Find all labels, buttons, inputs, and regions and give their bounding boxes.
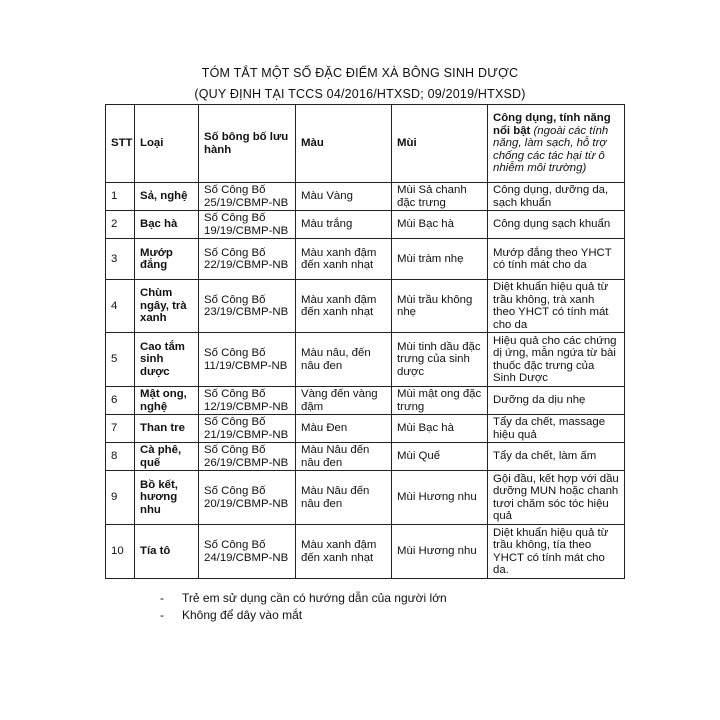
table-cell-loai: Mật ong, nghệ — [135, 387, 199, 415]
header-mui: Mùi — [392, 105, 488, 183]
table-cell-stt: 1 — [106, 183, 135, 211]
table-cell-mui: Mùi tràm nhẹ — [392, 239, 488, 280]
table-cell-mui: Mùi Bạc hà — [392, 211, 488, 239]
table-cell-mau: Màu Đen — [296, 415, 392, 443]
table-cell-mui: Mùi Bạc hà — [392, 415, 488, 443]
table-row — [106, 443, 625, 471]
header-cong-dung-note: (ngoài các tính năng, làm sạch, hỗ trợ chống các tác hại từ ô nhiễm môi trường) — [493, 124, 609, 175]
note-dash: - — [160, 608, 164, 622]
table-row — [106, 333, 625, 387]
table-cell-stt: 5 — [106, 333, 135, 387]
header-stt: STT — [106, 105, 135, 183]
table-cell-loai: Bạc hà — [135, 211, 199, 239]
table-cell-so-cong-bo: Số Công Bố 26/19/CBMP-NB — [199, 443, 296, 471]
table-cell-mau: Màu Vàng — [296, 183, 392, 211]
table-cell-mui: Mùi trầu không nhẹ — [392, 280, 488, 333]
note-item — [160, 590, 447, 607]
table-cell-so-cong-bo: Số Công Bố 25/19/CBMP-NB — [199, 183, 296, 211]
table-cell-stt: 3 — [106, 239, 135, 280]
table-row — [106, 387, 625, 415]
table-cell-loai: Mướp đắng — [135, 239, 199, 280]
table-cell-cong-dung: Diệt khuẩn hiệu quả từ trầu không, tía theo YHCT có tính mát cho da. — [488, 525, 625, 579]
table-cell-so-cong-bo: Số Công Bố 11/19/CBMP-NB — [199, 333, 296, 387]
table-cell-mau: Màu xanh đậm đến xanh nhạt — [296, 525, 392, 579]
table-cell-stt: 8 — [106, 443, 135, 471]
table-cell-loai: Than tre — [135, 415, 199, 443]
table-row — [106, 211, 625, 239]
document-title: TÓM TẮT MỘT SỐ ĐẶC ĐIỂM XÀ BÔNG SINH DƯỢC — [201, 66, 519, 80]
note-text: Không để dây vào mắt — [182, 608, 303, 622]
table-cell-cong-dung: Tẩy da chết, làm ấm — [488, 443, 625, 471]
table-cell-mau: Màu nâu, đến nâu đen — [296, 333, 392, 387]
table-row — [106, 239, 625, 280]
header-loai: Loại — [135, 105, 199, 183]
note-item — [160, 607, 447, 624]
table-cell-loai: Bồ kết, hương nhu — [135, 471, 199, 525]
table-cell-so-cong-bo: Số Công Bố 21/19/CBMP-NB — [199, 415, 296, 443]
header-so-bong: Số bông bố lưu hành — [199, 105, 296, 183]
table-cell-stt: 2 — [106, 211, 135, 239]
table-cell-loai: Cà phê, quế — [135, 443, 199, 471]
document-subtitle: (QUY ĐỊNH TẠI TCCS 04/2016/HTXSD; 09/2019/HTXSD) — [194, 87, 526, 101]
table-cell-stt: 4 — [106, 280, 135, 333]
header-cong-dung-label: Công dụng, tính năng nổi bật — [493, 112, 611, 137]
table-cell-mui: Mùi Sả chanh đặc trưng — [392, 183, 488, 211]
table-cell-stt: 7 — [106, 415, 135, 443]
note-dash: - — [160, 591, 164, 605]
notes-list — [160, 590, 447, 624]
table-header-row — [106, 105, 625, 183]
table-cell-mau: Màu xanh đậm đến xanh nhạt — [296, 280, 392, 333]
table-cell-stt: 6 — [106, 387, 135, 415]
table-cell-so-cong-bo: Số Công Bố 20/19/CBMP-NB — [199, 471, 296, 525]
table-cell-stt: 10 — [106, 525, 135, 579]
table-row — [106, 415, 625, 443]
table-cell-mau: Màu Nâu đến nâu đen — [296, 471, 392, 525]
table-cell-mau: Màu Nâu đến nâu đen — [296, 443, 392, 471]
table-cell-mau: Vàng đến vàng đậm — [296, 387, 392, 415]
table-row — [106, 280, 625, 333]
table-cell-mau: Màu trắng — [296, 211, 392, 239]
table-cell-mui: Mùi mật ong đặc trưng — [392, 387, 488, 415]
table-row — [106, 471, 625, 525]
table-cell-stt: 9 — [106, 471, 135, 525]
table-cell-loai: Chùm ngây, trà xanh — [135, 280, 199, 333]
table-cell-cong-dung: Gội đầu, kết hợp với dầu dưỡng MUN hoặc chanh tươi chăm sóc tóc hiệu quả — [488, 471, 625, 525]
header-cong-dung — [488, 105, 625, 183]
table-cell-loai: Tía tô — [135, 525, 199, 579]
table-cell-cong-dung: Mướp đắng theo YHCT có tính mát cho da — [488, 239, 625, 280]
table-cell-so-cong-bo: Số Công Bố 24/19/CBMP-NB — [199, 525, 296, 579]
table-cell-mui: Mùi Hương nhu — [392, 525, 488, 579]
table-cell-so-cong-bo: Số Công Bố 19/19/CBMP-NB — [199, 211, 296, 239]
table-cell-loai: Sả, nghệ — [135, 183, 199, 211]
table-cell-so-cong-bo: Số Công Bố 22/19/CBMP-NB — [199, 239, 296, 280]
table-cell-cong-dung: Công dụng, dưỡng da, sạch khuẩn — [488, 183, 625, 211]
table-cell-cong-dung: Diệt khuẩn hiệu quả từ trầu không, trà xanh theo YHCT có tính mát cho da — [488, 280, 625, 333]
table-cell-cong-dung: Hiệu quả cho các chứng dị ứng, mẫn ngứa từ bài thuốc đặc trưng của Sinh Dược — [488, 333, 625, 387]
table-row — [106, 183, 625, 211]
table-cell-loai: Cao tắm sinh dược — [135, 333, 199, 387]
product-table — [105, 104, 625, 579]
table-cell-mui: Mùi Hương nhu — [392, 471, 488, 525]
table-cell-mui: Mùi Quế — [392, 443, 488, 471]
table-cell-cong-dung: Dưỡng da dịu nhẹ — [488, 387, 625, 415]
table-cell-mau: Màu xanh đậm đến xanh nhạt — [296, 239, 392, 280]
table-cell-cong-dung: Tẩy da chết, massage hiệu quả — [488, 415, 625, 443]
table-cell-cong-dung: Công dụng sạch khuẩn — [488, 211, 625, 239]
note-text: Trẻ em sử dụng cần có hướng dẫn của người lớn — [182, 591, 447, 605]
table-row — [106, 525, 625, 579]
header-mau: Màu — [296, 105, 392, 183]
table-cell-so-cong-bo: Số Công Bố 23/19/CBMP-NB — [199, 280, 296, 333]
table-cell-so-cong-bo: Số Công Bố 12/19/CBMP-NB — [199, 387, 296, 415]
table-cell-mui: Mùi tinh dầu đặc trưng của sinh dược — [392, 333, 488, 387]
